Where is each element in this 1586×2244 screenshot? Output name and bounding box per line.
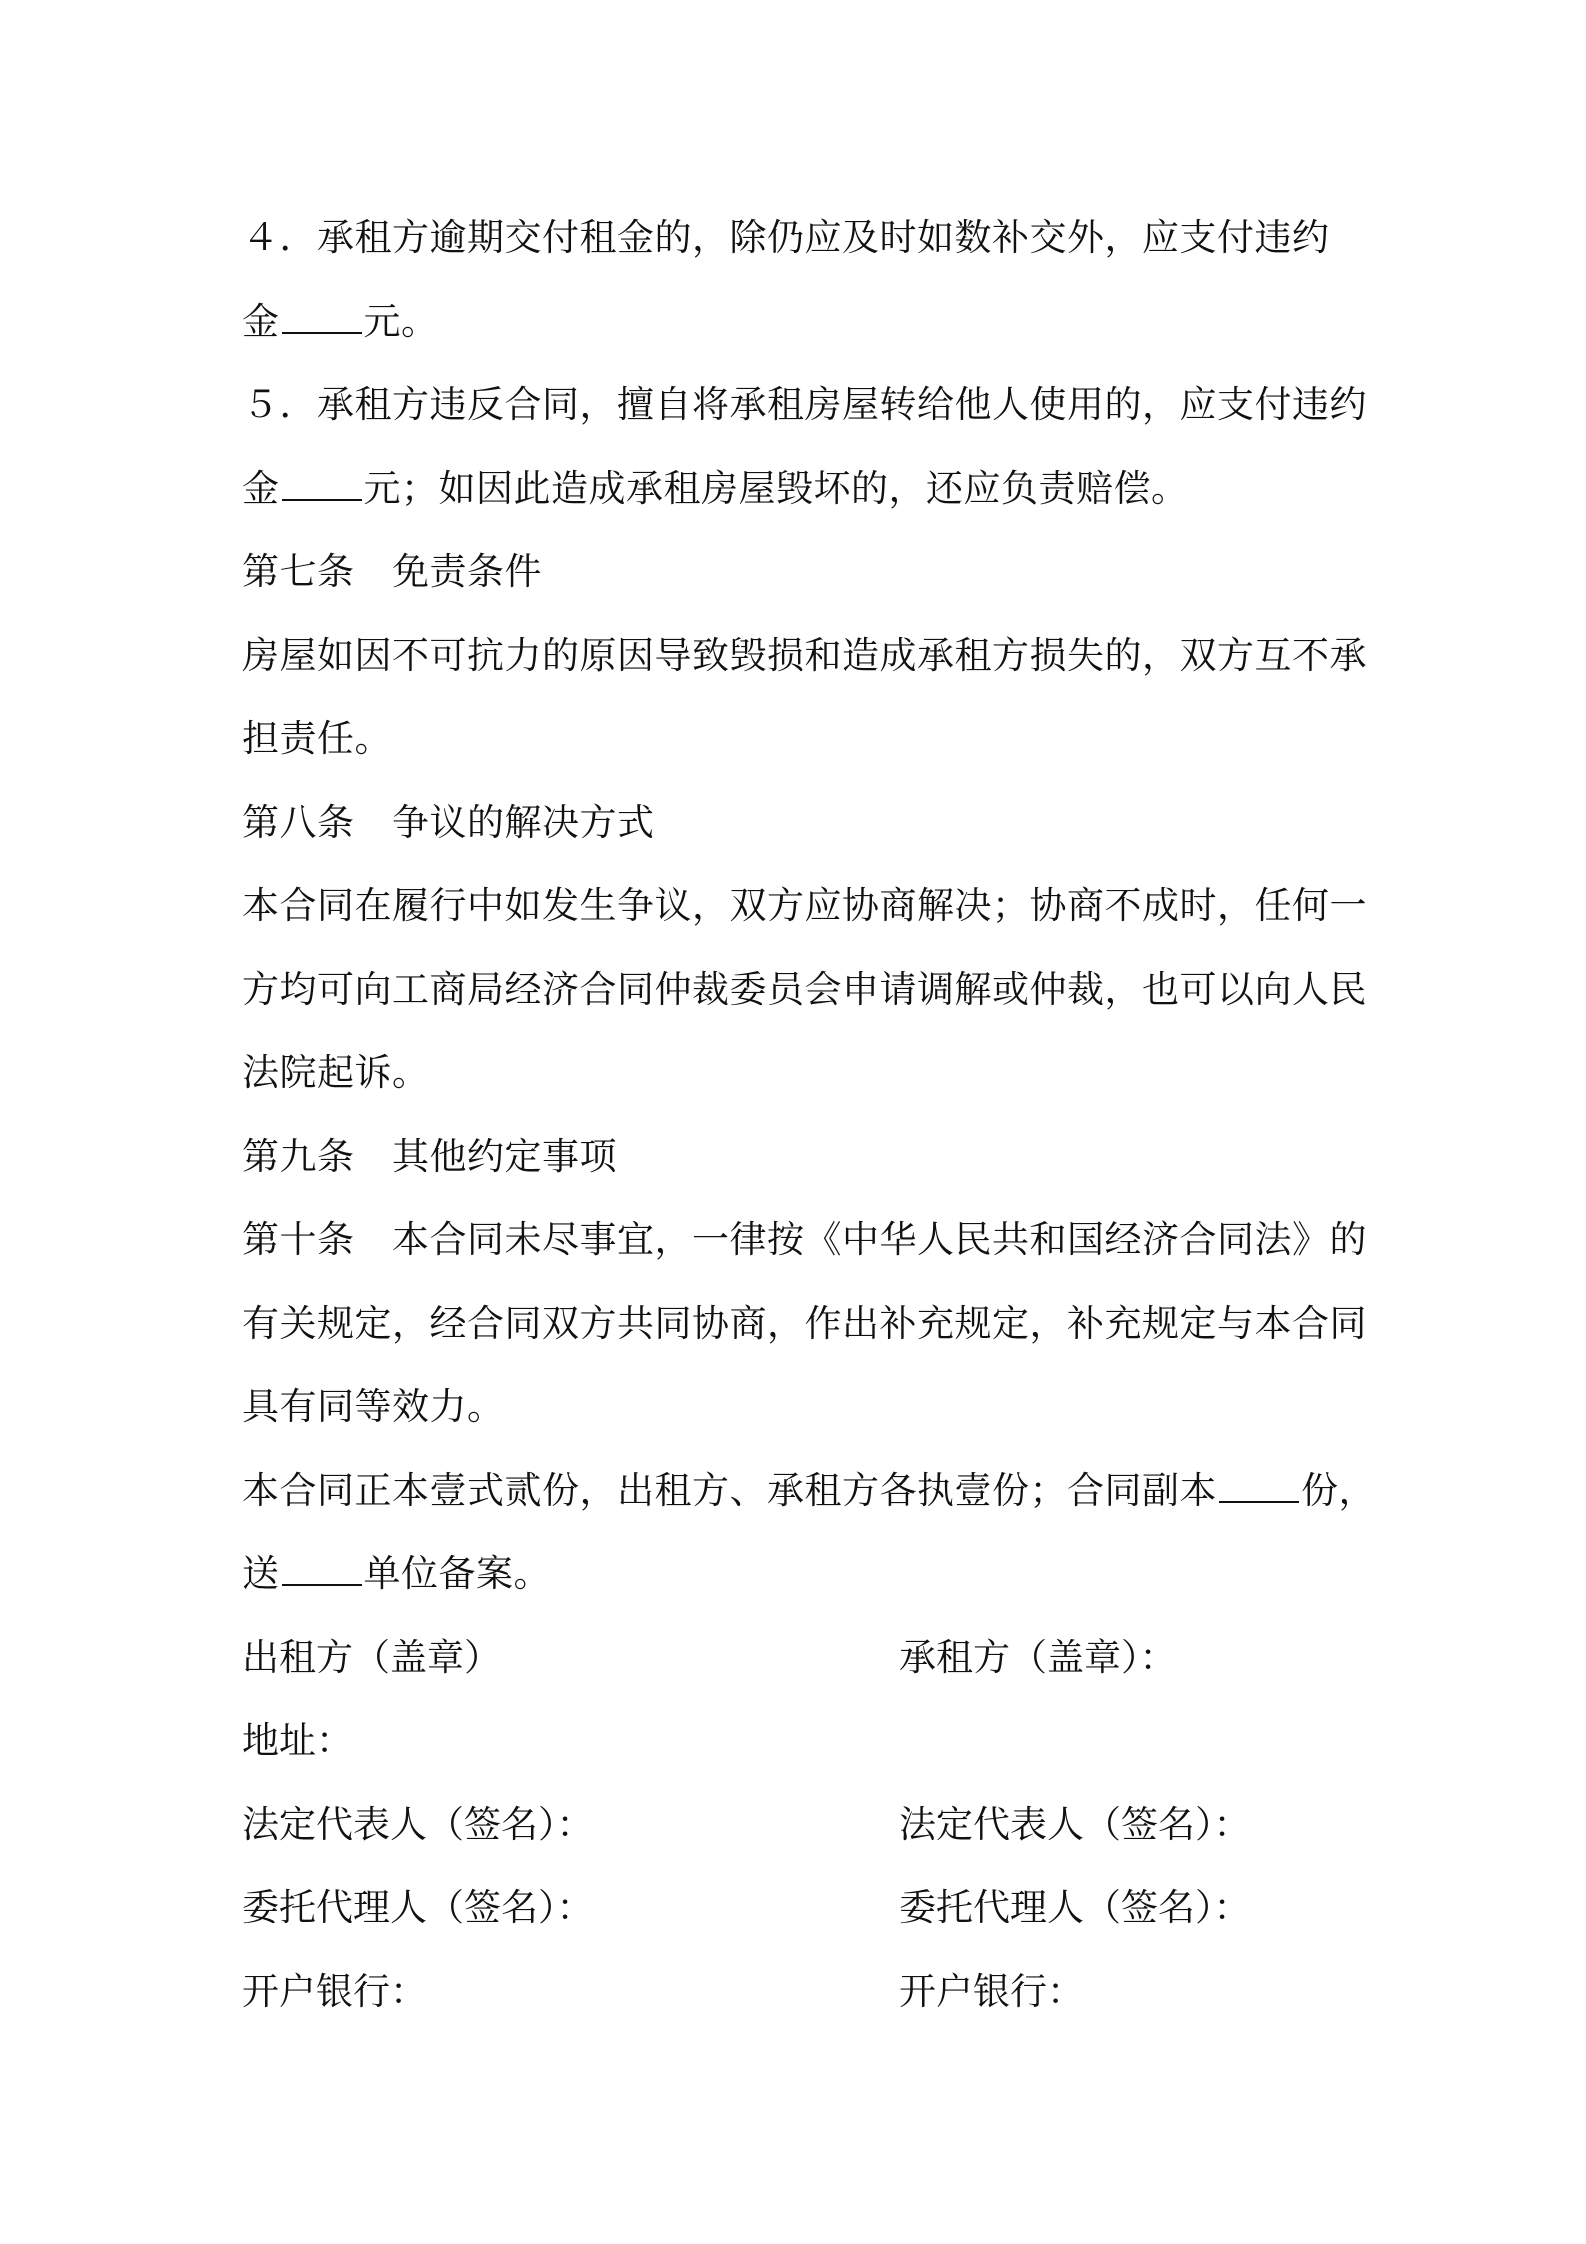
copies-line2 — [242, 1532, 1362, 1616]
article-10-line1: 第十条 本合同未尽事宜，一律按《中华人民共和国经济合同法》的 — [242, 1218, 1367, 1261]
article-7-line2: 担责任。 — [242, 717, 392, 760]
lessee-seal-label: 承租方（盖章）： — [899, 1635, 1177, 1679]
copies-count-blank — [1219, 1471, 1299, 1503]
article-10-line2: 有关规定，经合同双方共同协商，作出补充规定，补充规定与本合同 — [242, 1301, 1367, 1345]
copies-line2-post: 单位备案。 — [363, 1552, 551, 1595]
article-7-title: 第七条 免责条件 — [242, 550, 542, 593]
penalty-amount-blank-1 — [282, 302, 362, 334]
article-8-line3: 法院起诉。 — [242, 1051, 430, 1094]
copies-line1-post: 份， — [1301, 1468, 1376, 1512]
address-label: 地址： — [242, 1719, 353, 1762]
copies-line2-pre: 送 — [242, 1552, 280, 1595]
item4-line2 — [242, 280, 1362, 364]
lessor-seal-label: 出租方（盖章） — [242, 1635, 501, 1679]
penalty-amount-blank-2 — [282, 469, 362, 501]
item4-line2-pre: 金 — [242, 299, 280, 343]
signature-row-bank — [242, 1950, 1362, 2034]
signature-row-legal-rep — [242, 1783, 1362, 1867]
lessee-bank-label: 开户银行： — [899, 1969, 1084, 2013]
signature-row-seal — [242, 1616, 1362, 1700]
item5-line2 — [242, 447, 1362, 531]
article-9-title: 第九条 其他约定事项 — [242, 1134, 617, 1178]
item4-line1: ４．承租方逾期交付租金的，除仍应及时如数补交外，应支付违约 — [242, 216, 1330, 259]
item5-line2-post: 元；如因此造成承租房屋毁坏的，还应负责赔偿。 — [363, 466, 1189, 510]
copies-line1-pre: 本合同正本壹式贰份，出租方、承租方各执壹份；合同副本 — [242, 1468, 1217, 1512]
contract-page — [242, 196, 1376, 2033]
article-10-line3: 具有同等效力。 — [242, 1385, 505, 1428]
copies-line1 — [242, 1449, 1376, 1533]
article-7-line1: 房屋如因不可抗力的原因导致毁损和造成承租方损失的，双方互不承 — [242, 633, 1367, 677]
lessor-agent-label: 委托代理人（签名）： — [242, 1886, 594, 1929]
item5-line1: ５．承租方违反合同，擅自将承租房屋转给他人使用的，应支付违约 — [242, 383, 1367, 426]
article-8-line2: 方均可向工商局经济合同仲裁委员会申请调解或仲裁，也可以向人民 — [242, 967, 1367, 1011]
signature-row-agent — [242, 1866, 1362, 1950]
lessee-legal-rep-label: 法定代表人（签名）： — [899, 1802, 1251, 1846]
filing-unit-blank — [282, 1554, 362, 1586]
item5-line2-pre: 金 — [242, 466, 280, 510]
article-8-title: 第八条 争议的解决方式 — [242, 800, 655, 844]
lessor-bank-label: 开户银行： — [242, 1969, 427, 2013]
lessor-legal-rep-label: 法定代表人（签名）： — [242, 1802, 594, 1846]
item4-line2-post: 元。 — [363, 299, 439, 343]
article-8-line1: 本合同在履行中如发生争议，双方应协商解决；协商不成时，任何一 — [242, 884, 1367, 927]
signature-row-address — [242, 1699, 1362, 1783]
lessee-agent-label: 委托代理人（签名）： — [899, 1886, 1251, 1929]
